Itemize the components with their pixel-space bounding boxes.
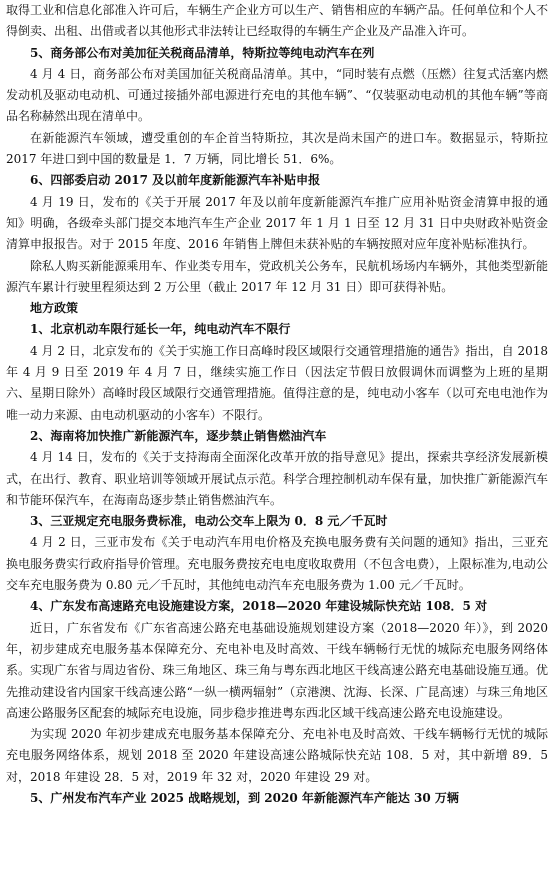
item-heading: 5、商务部公布对美加征关税商品清单，特斯拉等纯电动汽车在列 [30, 45, 375, 60]
item-heading: 3、三亚规定充电服务费标准，电动公交车上限为 0．8 元／千瓦时 [30, 514, 388, 529]
item-heading: 4、广东发布高速路充电设施建设方案，2018—2020 年建设城际快充站 108．5 对 [30, 599, 488, 614]
section-title: 地方政策 [30, 301, 79, 316]
item-heading: 5、广州发布汽车产业 2025 战略规划，到 2020 年新能源汽车产能达 30 万辆 [30, 790, 459, 805]
paragraph: 近日，广东省发布《广东省高速公路充电基础设施规划建设方案（2018—2020 年）》，到 2020 年，初步建成充电服务基本保障充分、充电补电及时高效、干线车辆畅行无忧的城际充电服务网络体系。实现广东省与周边省份、珠三角地区、珠三角与粤东西北地区干线高速公路充电基础设施互通。优先推动建设省内国家干线高速公路“一纵一横两辐射”（京港澳、沈海、长深、广昆高速）与珠三角地区高速公路服务区配套的城际充电设施，同步稳步推进粤东西北区域干线高速公路充电设施建设。 [6, 620, 548, 720]
paragraph: 取得工业和信息化部准入许可后，车辆生产企业方可以生产、销售相应的车辆产品。任何单位和个人不得倒卖、出租、出借或者以其他形式非法转让已经取得的车辆生产企业及产品准入许可。 [6, 3, 548, 39]
paragraph: 除私人购买新能源乘用车、作业类专用车，党政机关公务车，民航机场场内车辆外，其他类型新能源汽车累计行驶里程须达到 2 万公里（截止 2017 年 12 月 31 日）即可获得补贴。 [6, 258, 548, 294]
item-heading: 1、北京机动车限行延长一年，纯电动汽车不限行 [30, 322, 291, 337]
item-heading: 2、海南将加快推广新能源汽车，逐步禁止销售燃油汽车 [30, 428, 327, 443]
paragraph: 在新能源汽车领域，遭受重创的车企首当特斯拉，其次是尚未国产的进口车。数据显示，特斯拉 2017 年进口到中国的数量是 1．7 万辆，同比增长 51．6%。 [6, 130, 548, 167]
item-heading: 6、四部委启动 2017 及以前年度新能源汽车补贴申报 [30, 173, 321, 188]
paragraph: 4 月 2 日，北京发布的《关于实施工作日高峰时段区域限行交通管理措施的通告》指出，自 2018 年 4 月 9 日至 2019 年 4 月 7 日，继续实施工作日（因法定节假日放假调休而调整为上班的星期六、星期日除外）高峰时段区域限行交通管理措施。值得注意的是，纯电动小客车（以可充电电池作为唯一动力来源、由电动机驱动的小客车）不限行。 [6, 343, 548, 422]
paragraph: 4 月 4 日，商务部公布对美国加征关税商品清单。其中，“同时装有点燃（压燃）往复式活塞内燃发动机及驱动电动机、可通过接插外部电源进行充电的其他车辆”、“仅装驱动电动机的其他车辆”等商品名称赫然出现在清单中。 [6, 66, 548, 124]
paragraph: 4 月 2 日，三亚市发布《关于电动汽车用电价格及充换电服务费有关问题的通知》指出，三亚充换电服务费实行政府指导价管理。充电服务费按充电电度收取费用（不包含电费），上限标准为,电动公交车充电服务费为 0.80 元／千瓦时，其他纯电动汽车充电服务费为 1.00 元／千瓦时。 [6, 535, 548, 593]
paragraph: 4 月 14 日，发布的《关于支持海南全面深化改革开放的指导意见》提出，探索共享经济发展新模式，在出行、教育、职业培训等领域开展试点示范。科学合理控制机动车保有量，加快推广新能源汽车和节能环保汽车，在海南岛逐步禁止销售燃油汽车。 [6, 450, 548, 507]
paragraph: 为实现 2020 年初步建成充电服务基本保障充分、充电补电及时高效、干线车辆畅行无忧的城际充电服务网络体系，规划 2018 至 2020 年建设高速公路城际快充站 108．5 对，其中新增 89．5 对，2018 年建设 28．5 对，2019 年 32 对，2020 年建设 29 对。 [6, 727, 548, 784]
paragraph: 4 月 19 日，发布的《关于开展 2017 年及以前年度新能源汽车推广应用补贴资金清算申报的通知》明确，各级牵头部门提交本地汽车生产企业 2017 年 1 月 1 日至 12 月 31 日中央财政补贴资金清算申报报告。对于 2015 年度、2016 年销售上牌但未获补贴的车辆按照对应年度补贴标准执行。 [6, 194, 548, 252]
